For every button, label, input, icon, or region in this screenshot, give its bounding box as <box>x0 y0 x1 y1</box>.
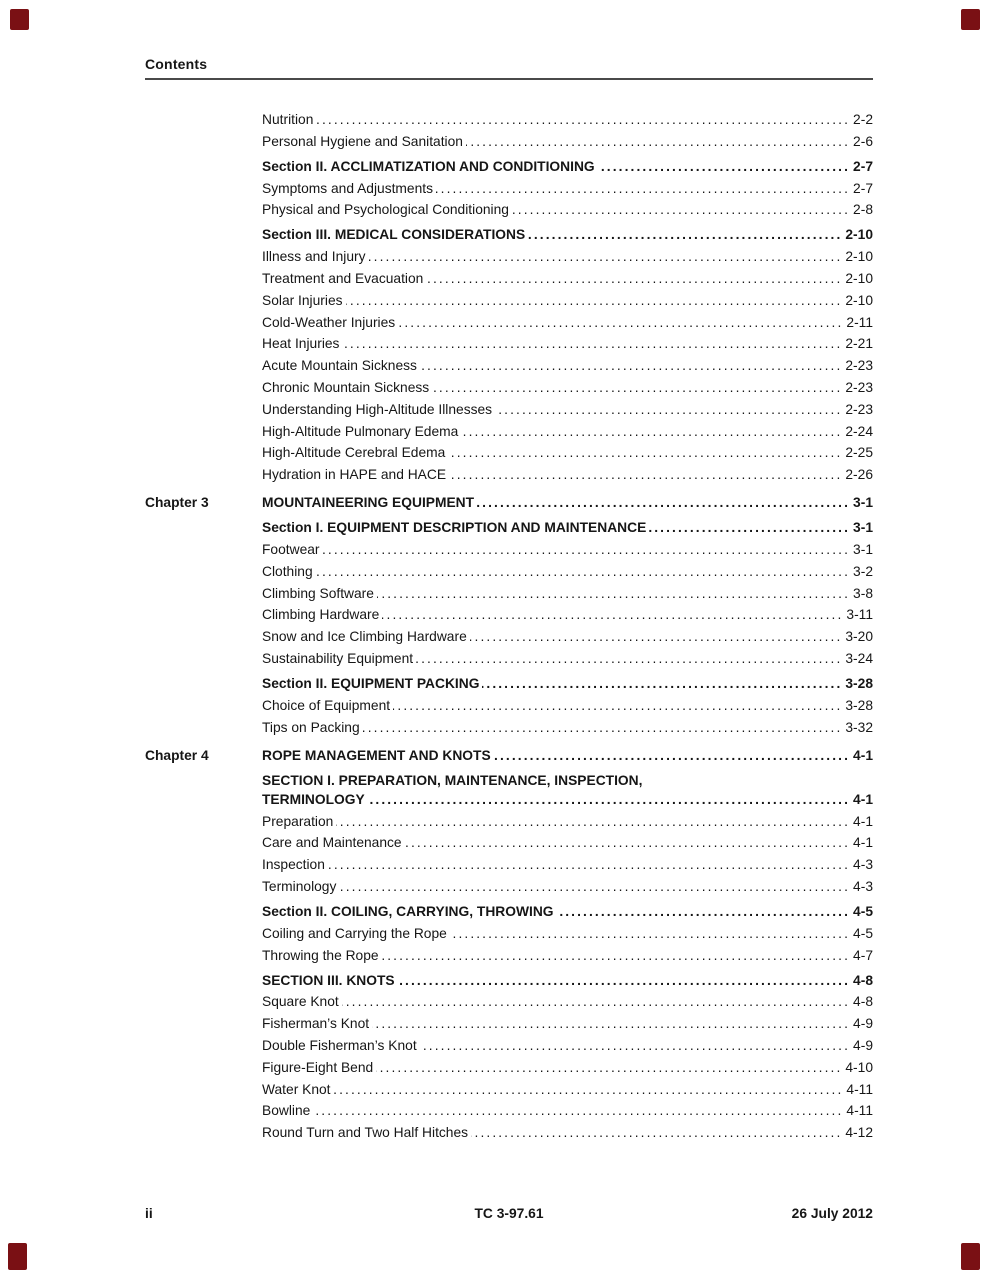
dot-leader <box>393 695 842 717</box>
toc-row <box>145 832 873 854</box>
dot-leader <box>598 156 850 178</box>
toc-row <box>145 224 873 246</box>
toc-entry-title: Tips on Packing <box>262 719 360 735</box>
toc-entry-page: 4-1 <box>853 747 873 763</box>
toc-entry-page: 2-8 <box>853 202 873 218</box>
toc-entry-title: Section II. COILING, CARRYING, THROWING <box>262 904 554 919</box>
toc-row <box>145 464 873 486</box>
toc-row <box>145 945 873 967</box>
toc-entry-page: 4-1 <box>853 813 873 829</box>
toc-row <box>145 539 873 561</box>
toc-row <box>145 355 873 377</box>
toc-entry-page: 2-10 <box>845 249 873 265</box>
publication-date: 26 July 2012 <box>791 1206 873 1221</box>
page-title: Contents <box>145 56 208 72</box>
toc-entry-title: Section II. ACCLIMATIZATION AND CONDITIONING <box>262 158 595 174</box>
dot-leader <box>470 626 843 648</box>
toc-entry-page: 2-11 <box>846 314 873 330</box>
toc-entry-page: 2-10 <box>845 292 873 308</box>
toc-row <box>145 626 873 648</box>
toc-entry-page: 3-24 <box>845 651 873 667</box>
toc-entry-title: Coiling and Carrying the Rope <box>262 925 447 941</box>
toc-entry-title: MOUNTAINEERING EQUIPMENT <box>262 495 475 511</box>
toc-row <box>145 1057 873 1079</box>
toc-entry-title: Section II. EQUIPMENT PACKING <box>262 676 480 692</box>
toc-entry-title: Treatment and Evacuation <box>262 270 424 286</box>
toc-row <box>145 333 873 355</box>
dot-leader <box>363 717 843 739</box>
dot-leader <box>376 1057 842 1079</box>
toc-row <box>145 901 873 923</box>
toc-entry-page: 3-28 <box>845 676 873 692</box>
dot-leader <box>323 539 851 561</box>
toc-row <box>145 1079 873 1101</box>
document-number: TC 3-97.61 <box>474 1206 544 1221</box>
dot-leader <box>461 421 842 443</box>
toc-entry-title: ROPE MANAGEMENT AND KNOTS <box>262 747 491 763</box>
toc-list <box>145 109 873 1144</box>
toc-entry-title: Nutrition <box>262 112 314 127</box>
toc-row <box>145 604 873 626</box>
toc-entry-page: 4-11 <box>846 1103 873 1119</box>
dot-leader <box>369 246 843 268</box>
toc-entry-page: 4-7 <box>853 947 873 963</box>
toc-entry-title: Inspection <box>262 857 325 873</box>
registration-mark-bottom-left <box>8 1243 27 1270</box>
toc-row <box>145 442 873 464</box>
toc-entry-title: Fisherman’s Knot <box>262 1016 370 1032</box>
toc-entry-title: Heat Injuries <box>262 336 340 352</box>
toc-entry-page: 4-10 <box>845 1059 873 1075</box>
toc-entry-title: Snow and Ice Climbing Hardware <box>262 629 467 645</box>
toc-entry-title: Understanding High-Altitude Illnesses <box>262 401 493 417</box>
toc-entry-page: 3-28 <box>845 697 873 713</box>
toc-entry-page: 4-5 <box>853 925 873 941</box>
toc-row <box>145 970 873 992</box>
dot-leader <box>416 648 842 670</box>
dot-leader <box>432 377 842 399</box>
toc-row <box>145 648 873 670</box>
dot-leader <box>495 399 842 421</box>
dot-leader <box>346 290 843 312</box>
toc-entry-title: Chronic Mountain Sickness <box>262 379 430 395</box>
dot-leader <box>316 109 850 131</box>
dot-leader <box>512 199 850 221</box>
toc-row <box>145 131 873 153</box>
registration-mark-top-left <box>10 9 29 30</box>
toc-row <box>145 492 873 514</box>
dot-leader <box>336 811 850 833</box>
toc-entry-page: 3-32 <box>845 719 873 735</box>
toc-entry-page: 3-1 <box>853 520 873 536</box>
toc-entry-page: 2-10 <box>845 270 873 286</box>
toc-entry-title: TERMINOLOGY <box>262 791 365 807</box>
toc-row <box>145 876 873 898</box>
dot-leader <box>557 901 851 923</box>
dot-leader <box>494 745 850 767</box>
toc-entry-page: 3-1 <box>853 495 873 511</box>
toc-entry-page: 3-2 <box>853 563 873 579</box>
running-head <box>145 56 873 80</box>
toc-entry-page: 4-3 <box>853 879 873 895</box>
dot-leader <box>482 673 842 695</box>
toc-row <box>145 695 873 717</box>
dot-leader <box>436 178 850 200</box>
chapter-label: Chapter 3 <box>145 495 209 511</box>
dot-leader <box>426 268 842 290</box>
toc-row <box>145 290 873 312</box>
dot-leader <box>649 517 850 539</box>
dot-leader <box>382 604 843 626</box>
toc-entry-title: Section I. EQUIPMENT DESCRIPTION AND MAINTENANCE <box>262 520 647 536</box>
toc-row <box>145 178 873 200</box>
toc-entry-title: High-Altitude Pulmonary Edema <box>262 423 459 439</box>
dot-leader <box>448 442 842 464</box>
toc-entry-title: Sustainability Equipment <box>262 651 414 667</box>
toc-entry-title: Care and Maintenance <box>262 835 402 851</box>
dot-leader <box>342 333 842 355</box>
toc-entry-title: Cold-Weather Injuries <box>262 314 396 330</box>
toc-entry-page: 4-8 <box>853 994 873 1010</box>
dot-leader <box>449 464 842 486</box>
toc-entry-title: Square Knot <box>262 994 339 1010</box>
toc-entry-page: 4-11 <box>846 1081 873 1097</box>
toc-row <box>145 312 873 334</box>
dot-leader <box>372 1013 850 1035</box>
toc-entry-page: 2-23 <box>845 358 873 374</box>
dot-leader <box>377 583 850 605</box>
toc-entry-page: 2-2 <box>853 112 873 127</box>
toc-entry-page: 4-5 <box>853 904 873 919</box>
toc-entry-title: Preparation <box>262 813 334 829</box>
toc-row <box>145 109 873 131</box>
toc-entry-page: 4-9 <box>853 1037 873 1053</box>
dot-leader <box>471 1122 842 1144</box>
toc-entry-page: 3-11 <box>846 607 873 623</box>
toc-row <box>145 399 873 421</box>
toc-entry-page: 2-6 <box>853 133 873 149</box>
registration-mark-bottom-right <box>961 1243 980 1270</box>
toc-row <box>145 246 873 268</box>
toc-entry-title: Throwing the Rope <box>262 947 379 963</box>
toc-entry-page: 2-26 <box>845 467 873 483</box>
dot-leader <box>334 1079 844 1101</box>
toc-entry-page: 4-1 <box>853 791 873 807</box>
toc-entry-page: 2-23 <box>845 401 873 417</box>
toc-row <box>145 199 873 221</box>
toc-row <box>145 156 873 178</box>
toc-entry-page: 4-3 <box>853 857 873 873</box>
toc-row <box>145 991 873 1013</box>
toc-entry-title: Climbing Software <box>262 585 374 601</box>
dot-leader <box>328 854 850 876</box>
toc-entry-title: Round Turn and Two Half Hitches <box>262 1125 469 1141</box>
toc-entry-title: Bowline <box>262 1103 311 1119</box>
toc-entry-page: 2-7 <box>853 180 873 196</box>
toc-row <box>145 1100 873 1122</box>
toc-entry-title: SECTION I. PREPARATION, MAINTENANCE, INSPECTION, <box>262 772 643 788</box>
toc-entry-page: 4-8 <box>853 972 873 988</box>
dot-leader <box>466 131 850 153</box>
folio-page-number: ii <box>145 1206 153 1221</box>
toc-entry-page: 2-23 <box>845 379 873 395</box>
toc-entry-title: Physical and Psychological Conditioning <box>262 202 509 218</box>
toc-entry-page: 2-7 <box>853 158 873 174</box>
toc-row <box>145 717 873 739</box>
toc-entry-title: SECTION III. KNOTS <box>262 972 395 988</box>
toc-row <box>145 1035 873 1057</box>
toc-entry-title: Hydration in HAPE and HACE <box>262 467 447 483</box>
toc-entry-page: 4-12 <box>845 1125 873 1141</box>
toc-entry-page: 3-20 <box>845 629 873 645</box>
dot-leader <box>405 832 850 854</box>
registration-mark-top-right <box>961 9 980 30</box>
toc-entry-page: 3-1 <box>853 542 873 558</box>
toc-row <box>145 1122 873 1144</box>
toc-entry-title: Climbing Hardware <box>262 607 380 623</box>
toc-row <box>145 811 873 833</box>
dot-leader <box>420 355 842 377</box>
toc-row <box>145 854 873 876</box>
dot-leader <box>368 789 850 811</box>
toc-entry-page: 4-9 <box>853 1016 873 1032</box>
toc-entry-title: Terminology <box>262 879 337 895</box>
toc-entry-title: Solar Injuries <box>262 292 343 308</box>
chapter-label: Chapter 4 <box>145 747 209 763</box>
toc-row <box>145 421 873 443</box>
dot-leader <box>398 970 850 992</box>
toc-entry-title: Figure-Eight Bend <box>262 1059 374 1075</box>
toc-entry-page: 2-24 <box>845 423 873 439</box>
toc-row <box>145 1013 873 1035</box>
toc-entry-page: 4-1 <box>853 835 873 851</box>
dot-leader <box>316 561 850 583</box>
toc-row <box>145 268 873 290</box>
toc-row <box>145 517 873 539</box>
toc-entry-title: Personal Hygiene and Sanitation <box>262 133 463 149</box>
toc-row <box>145 583 873 605</box>
toc-row <box>145 561 873 583</box>
toc-entry-title: High-Altitude Cerebral Edema <box>262 445 446 461</box>
toc-entry-page: 2-25 <box>845 445 873 461</box>
dot-leader <box>450 923 850 945</box>
dot-leader <box>398 312 843 334</box>
toc-row <box>145 377 873 399</box>
toc-entry-title: Acute Mountain Sickness <box>262 358 417 374</box>
toc-row <box>145 923 873 945</box>
dot-leader <box>382 945 850 967</box>
toc-row <box>145 745 873 767</box>
toc-entry-page: 2-10 <box>845 227 873 243</box>
dot-leader <box>342 991 850 1013</box>
dot-leader <box>528 224 842 246</box>
dot-leader <box>420 1035 850 1057</box>
toc-entry-title: Double Fisherman’s Knot <box>262 1037 417 1053</box>
toc-entry-title: Illness and Injury <box>262 249 366 265</box>
dot-leader <box>339 876 850 898</box>
toc-entry-title: Footwear <box>262 542 320 558</box>
toc-row <box>145 789 873 811</box>
toc-entry-title: Section III. MEDICAL CONSIDERATIONS <box>262 227 526 243</box>
toc-entry-title: Water Knot <box>262 1081 331 1097</box>
toc-row <box>145 673 873 695</box>
toc-entry-title: Clothing <box>262 563 313 579</box>
dot-leader <box>313 1100 843 1122</box>
toc-entry-title: Choice of Equipment <box>262 697 391 713</box>
toc-entry-title: Symptoms and Adjustments <box>262 180 434 196</box>
toc-entry-page: 3-8 <box>853 585 873 601</box>
dot-leader <box>477 492 850 514</box>
toc-entry-page: 2-21 <box>845 336 873 352</box>
